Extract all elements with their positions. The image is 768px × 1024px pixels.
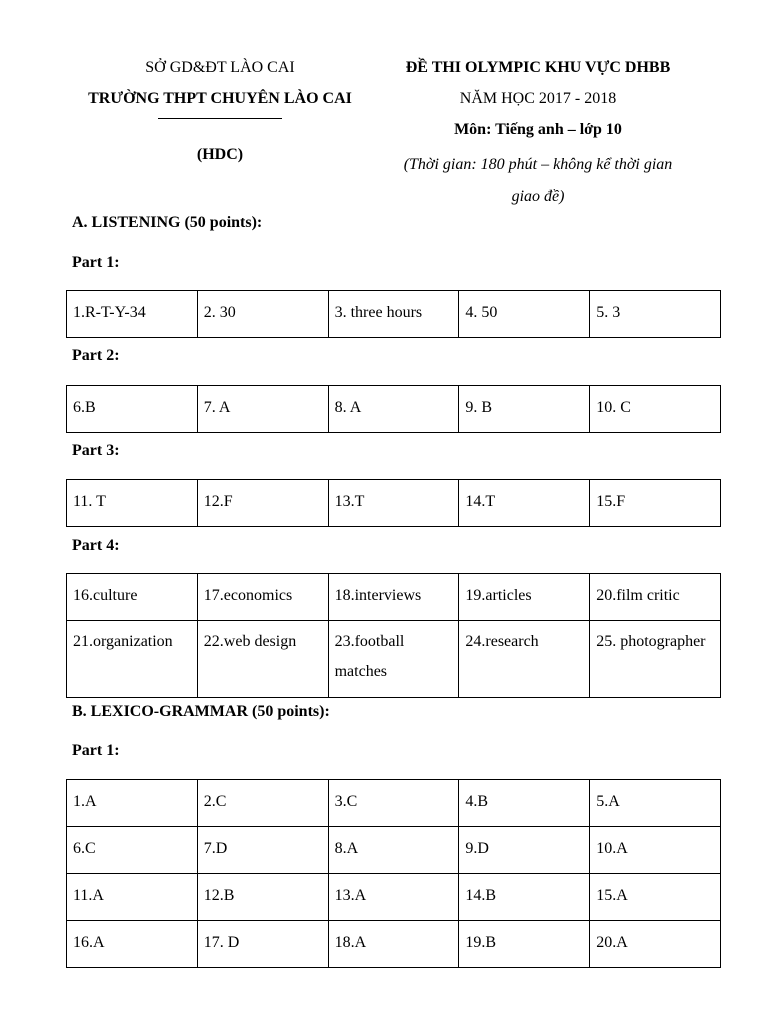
- table-cell: 21.organization: [67, 621, 198, 698]
- table-a-part2: [66, 385, 721, 433]
- table-b-part1: [66, 779, 721, 968]
- exam-title: ĐỀ THI OLYMPIC KHU VỰC DHBB: [405, 59, 671, 76]
- table-row: [67, 386, 721, 433]
- table-cell: 18.interviews: [328, 574, 459, 621]
- table-cell: 23.football matches: [328, 621, 459, 698]
- table-cell: 2.C: [197, 780, 328, 827]
- table-row: [67, 874, 721, 921]
- table-cell: 3. three hours: [328, 291, 459, 338]
- table-cell: 16.culture: [67, 574, 198, 621]
- table-cell: 4.B: [459, 780, 590, 827]
- table-cell: 15.F: [590, 480, 721, 527]
- department-name: SỞ GD&ĐT LÀO CAI: [145, 59, 295, 76]
- table-cell: 2. 30: [197, 291, 328, 338]
- table-cell: 25. photographer: [590, 621, 721, 698]
- section-a-part1-title: Part 1:: [72, 254, 120, 271]
- table-cell: 12.F: [197, 480, 328, 527]
- hdc-label: (HDC): [196, 146, 244, 163]
- table-row: [67, 921, 721, 968]
- table-cell: 10.A: [590, 827, 721, 874]
- table-cell: 14.B: [459, 874, 590, 921]
- table-cell: 22.web design: [197, 621, 328, 698]
- table-row: [67, 480, 721, 527]
- table-cell: 19.B: [459, 921, 590, 968]
- table-cell: 4. 50: [459, 291, 590, 338]
- table-a-part4: [66, 573, 721, 698]
- table-row: [67, 780, 721, 827]
- table-row: [67, 574, 721, 621]
- table-cell: 1.R-T-Y-34: [67, 291, 198, 338]
- school-year: NĂM HỌC 2017 - 2018: [459, 90, 617, 107]
- table-cell: 11.A: [67, 874, 198, 921]
- table-cell: 17.economics: [197, 574, 328, 621]
- table-cell: 19.articles: [459, 574, 590, 621]
- table-cell: 24.research: [459, 621, 590, 698]
- table-cell: 9.D: [459, 827, 590, 874]
- section-b-title: B. LEXICO-GRAMMAR (50 points):: [72, 703, 330, 720]
- table-cell: 13.T: [328, 480, 459, 527]
- table-cell: 8.A: [328, 827, 459, 874]
- table-cell: 8. A: [328, 386, 459, 433]
- time-note: [378, 149, 698, 213]
- table-cell: 12.B: [197, 874, 328, 921]
- subject-line: Môn: Tiếng anh – lớp 10: [454, 121, 622, 138]
- table-cell: 11. T: [67, 480, 198, 527]
- table-cell: 5. 3: [590, 291, 721, 338]
- table-cell: 17. D: [197, 921, 328, 968]
- section-a-title: A. LISTENING (50 points):: [72, 214, 263, 231]
- table-a-part3: [66, 479, 721, 527]
- header-right: [378, 56, 698, 213]
- header-left: [60, 56, 380, 164]
- table-row: [67, 827, 721, 874]
- section-b-part1-title: Part 1:: [72, 742, 120, 759]
- table-cell: 14.T: [459, 480, 590, 527]
- table-cell: 10. C: [590, 386, 721, 433]
- table-cell: 15.A: [590, 874, 721, 921]
- header-divider: [158, 118, 282, 119]
- table-cell: 5.A: [590, 780, 721, 827]
- section-a-part3-title: Part 3:: [72, 442, 120, 459]
- table-cell: 3.C: [328, 780, 459, 827]
- table-cell: 7.D: [197, 827, 328, 874]
- school-name: TRƯỜNG THPT CHUYÊN LÀO CAI: [88, 90, 352, 107]
- table-row: [67, 291, 721, 338]
- table-cell: 7. A: [197, 386, 328, 433]
- table-cell: 6.B: [67, 386, 198, 433]
- time-note-line1: (Thời gian: 180 phút – không kể thời gian: [403, 156, 673, 173]
- table-cell: 20.film critic: [590, 574, 721, 621]
- table-cell: 18.A: [328, 921, 459, 968]
- table-row: [67, 621, 721, 698]
- time-note-line2: giao đề): [511, 188, 565, 205]
- table-cell: 13.A: [328, 874, 459, 921]
- table-cell: 16.A: [67, 921, 198, 968]
- table-cell: 6.C: [67, 827, 198, 874]
- table-a-part1: [66, 290, 721, 338]
- table-cell: 9. B: [459, 386, 590, 433]
- section-a-part2-title: Part 2:: [72, 347, 120, 364]
- table-cell: 20.A: [590, 921, 721, 968]
- table-cell: 1.A: [67, 780, 198, 827]
- section-a-part4-title: Part 4:: [72, 537, 120, 554]
